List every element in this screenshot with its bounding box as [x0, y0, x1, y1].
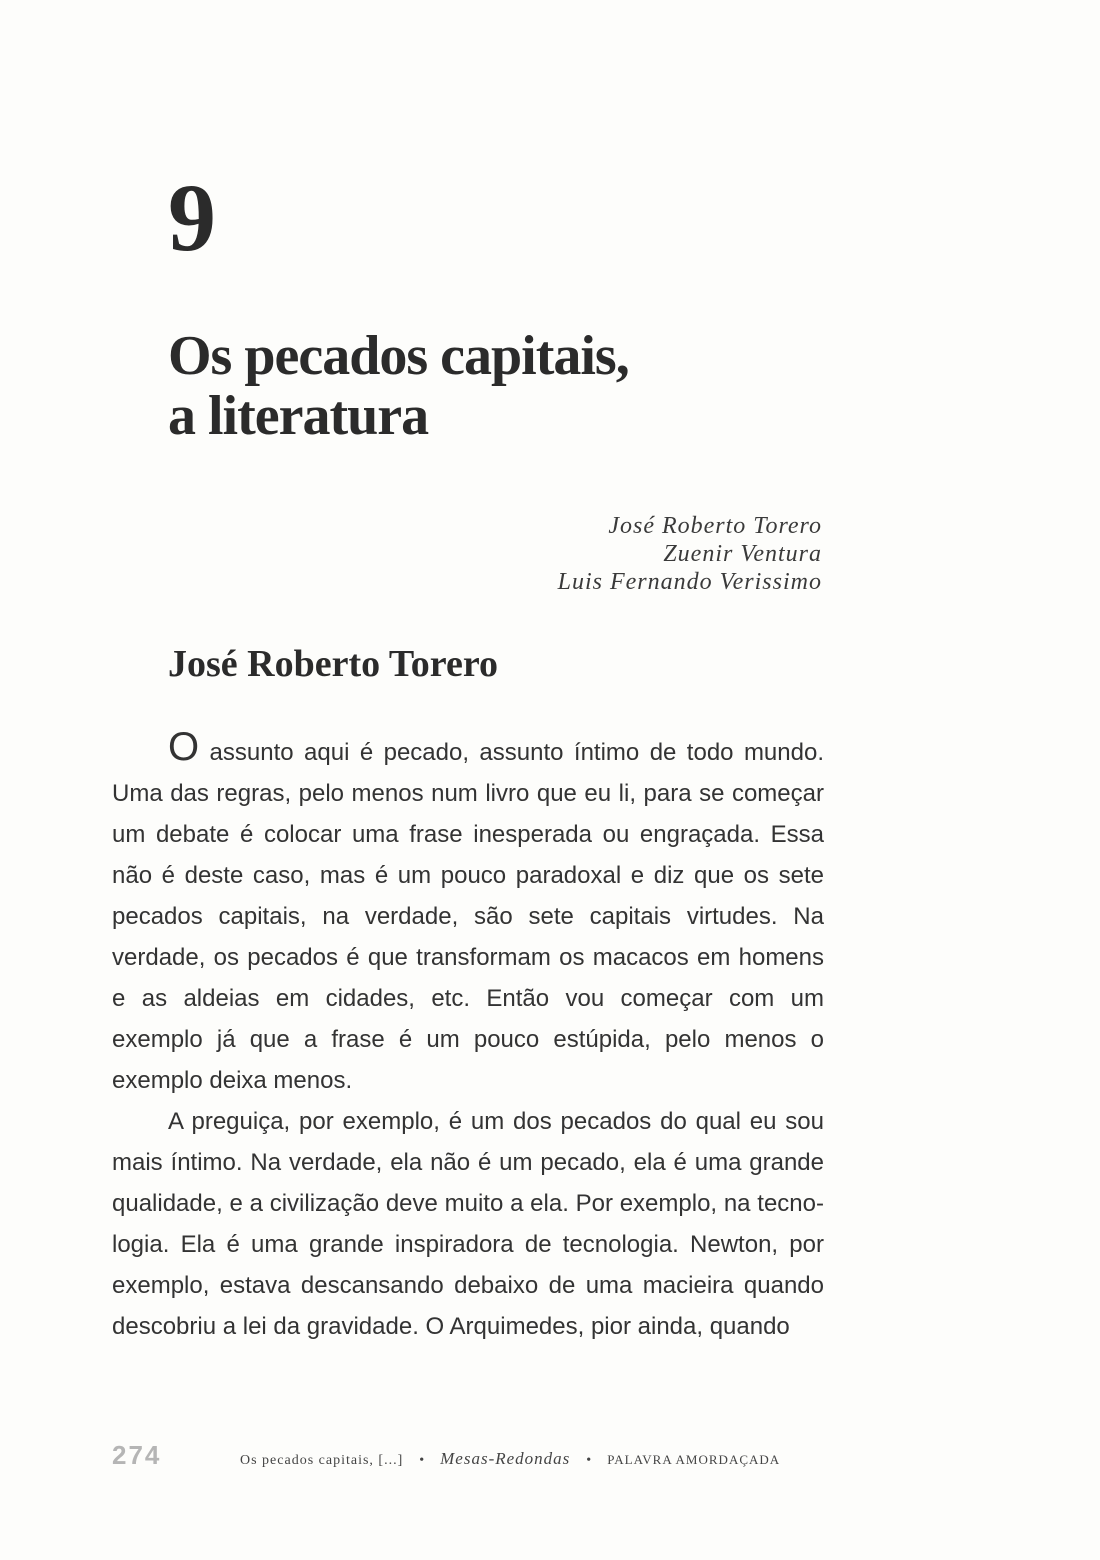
drop-cap: O: [168, 725, 200, 769]
paragraph-text: assunto aqui é pecado, assunto íntimo de todo mundo. Uma das regras, pelo menos num livro que eu li, para se começar um debate é colocar uma frase inesperada ou engraçada. Essa não é deste caso, mas é um pouco paradoxal e diz que os sete pecados capitais, na verdade, são sete capitais virtudes. Na verdade, os pecados é que transformam os macacos em homens e as aldeias em cidades, etc. Então vou começar com um exemplo já que a frase é um pouco estúpida, pelo menos o exemplo deixa menos.: [112, 739, 824, 1094]
paragraph: [112, 725, 824, 1101]
bullet-separator-icon: •: [419, 1453, 425, 1468]
page-number: 274: [112, 1440, 162, 1470]
page-footer: [112, 1440, 824, 1471]
author-name: Luis Fernando Verissimo: [557, 569, 822, 595]
section-heading: José Roberto Torero: [168, 643, 499, 685]
paragraph: A preguiça, por exemplo, é um dos pecados do qual eu sou mais íntimo. Na verdade, ela não é um pecado, ela é uma grande qualidade, e a civilização deve muito a ela. Por exemplo, na tecnologia. Ela é uma grande inspiradora de tecnologia. Newton, por exemplo, estava descansando debaixo de uma macieira quando descobriu a lei da gravidade. O Arquimedes, pior ainda, quando: [112, 1108, 824, 1340]
chapter-number: 9: [168, 164, 216, 271]
chapter-title-line-1: Os pecados capitais,: [168, 325, 629, 387]
body-text: [112, 725, 824, 1347]
author-name: José Roberto Torero: [608, 513, 822, 539]
running-title: Os pecados capitais, [...]: [240, 1453, 404, 1468]
author-name: Zuenir Ventura: [663, 541, 822, 567]
bullet-separator-icon: •: [586, 1453, 592, 1468]
chapter-title-line-2: a literatura: [168, 385, 429, 447]
chapter-title: [168, 326, 868, 446]
imprint-title: PALAVRA AMORDAÇADA: [607, 1452, 781, 1467]
author-list: [558, 512, 822, 596]
series-title: Mesas-Redondas: [440, 1449, 571, 1468]
